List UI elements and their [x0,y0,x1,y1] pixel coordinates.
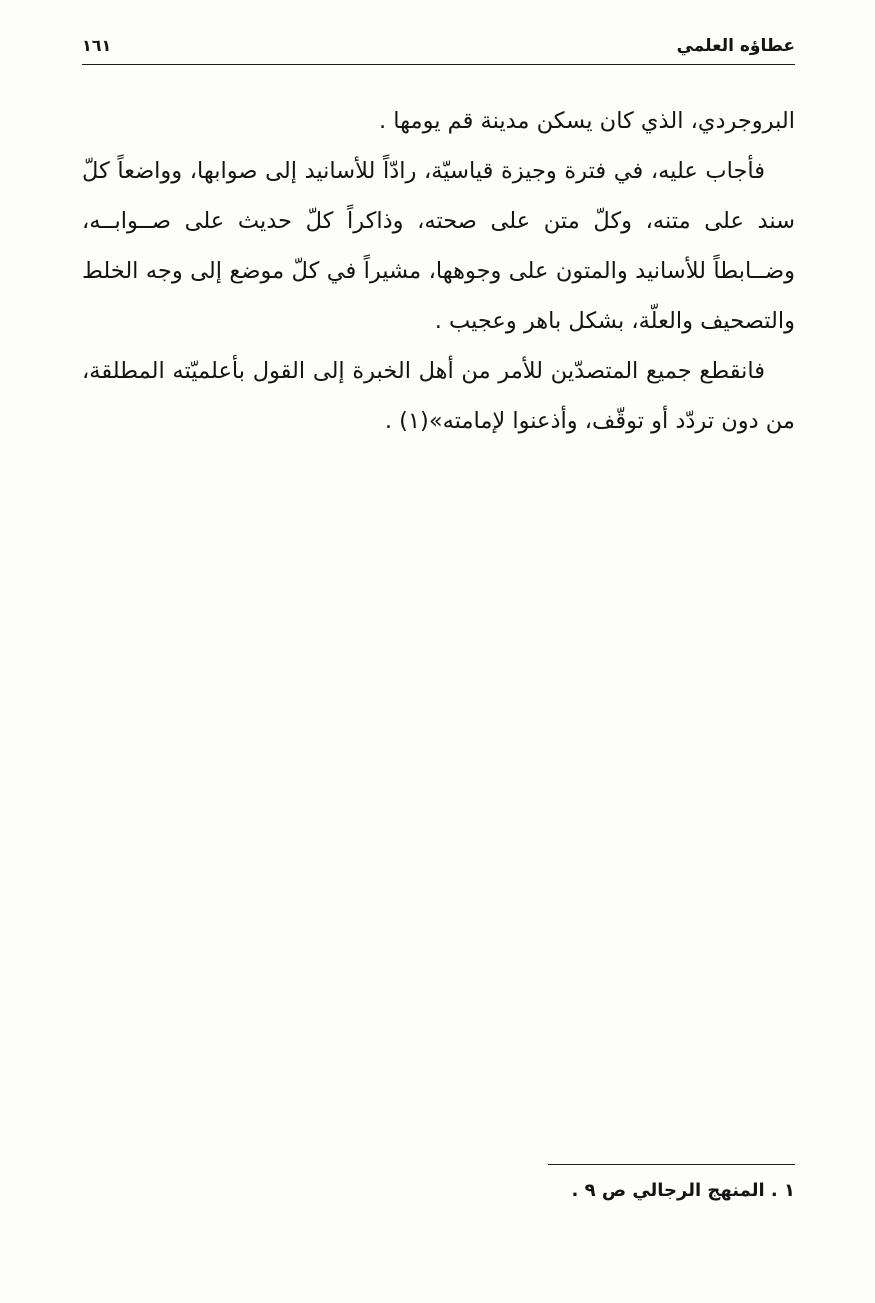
page-number: ١٦١ [82,36,112,55]
footnote-divider [548,1164,795,1165]
footnote-block [82,1164,795,1205]
paragraph: البروجردي، الذي كان يسكن مدينة قم يومها . [379,108,795,134]
paragraph: فأجاب عليه، في فترة وجيزة قياسيّة، رادّاً للأسانيد إلى صوابها، وواضعاً كلّ سند على متنه، وكلّ متن على صحته، وذاكراً كلّ حديث على صــوابــه، وضــابطاً للأسانيد والمتون على وجوهها، مشيراً في كلّ موضع إلى وجه الخلط والتصحيف والعلّة، بشكل باهر وعجيب . [82,158,795,334]
body-text [82,96,795,446]
running-header-title: عطاؤه العلمي [676,36,795,56]
header-divider [82,64,795,65]
paragraph: فانقطع جميع المتصدّين للأمر من أهل الخبرة إلى القول بأعلميّته المطلقة، من دون تردّد أو توقّف، وأذعنوا لإمامته»(١) . [82,358,795,434]
footnote-text: ١ . المنهج الرجالي ص ٩ . [571,1180,795,1201]
page-header [82,36,795,56]
